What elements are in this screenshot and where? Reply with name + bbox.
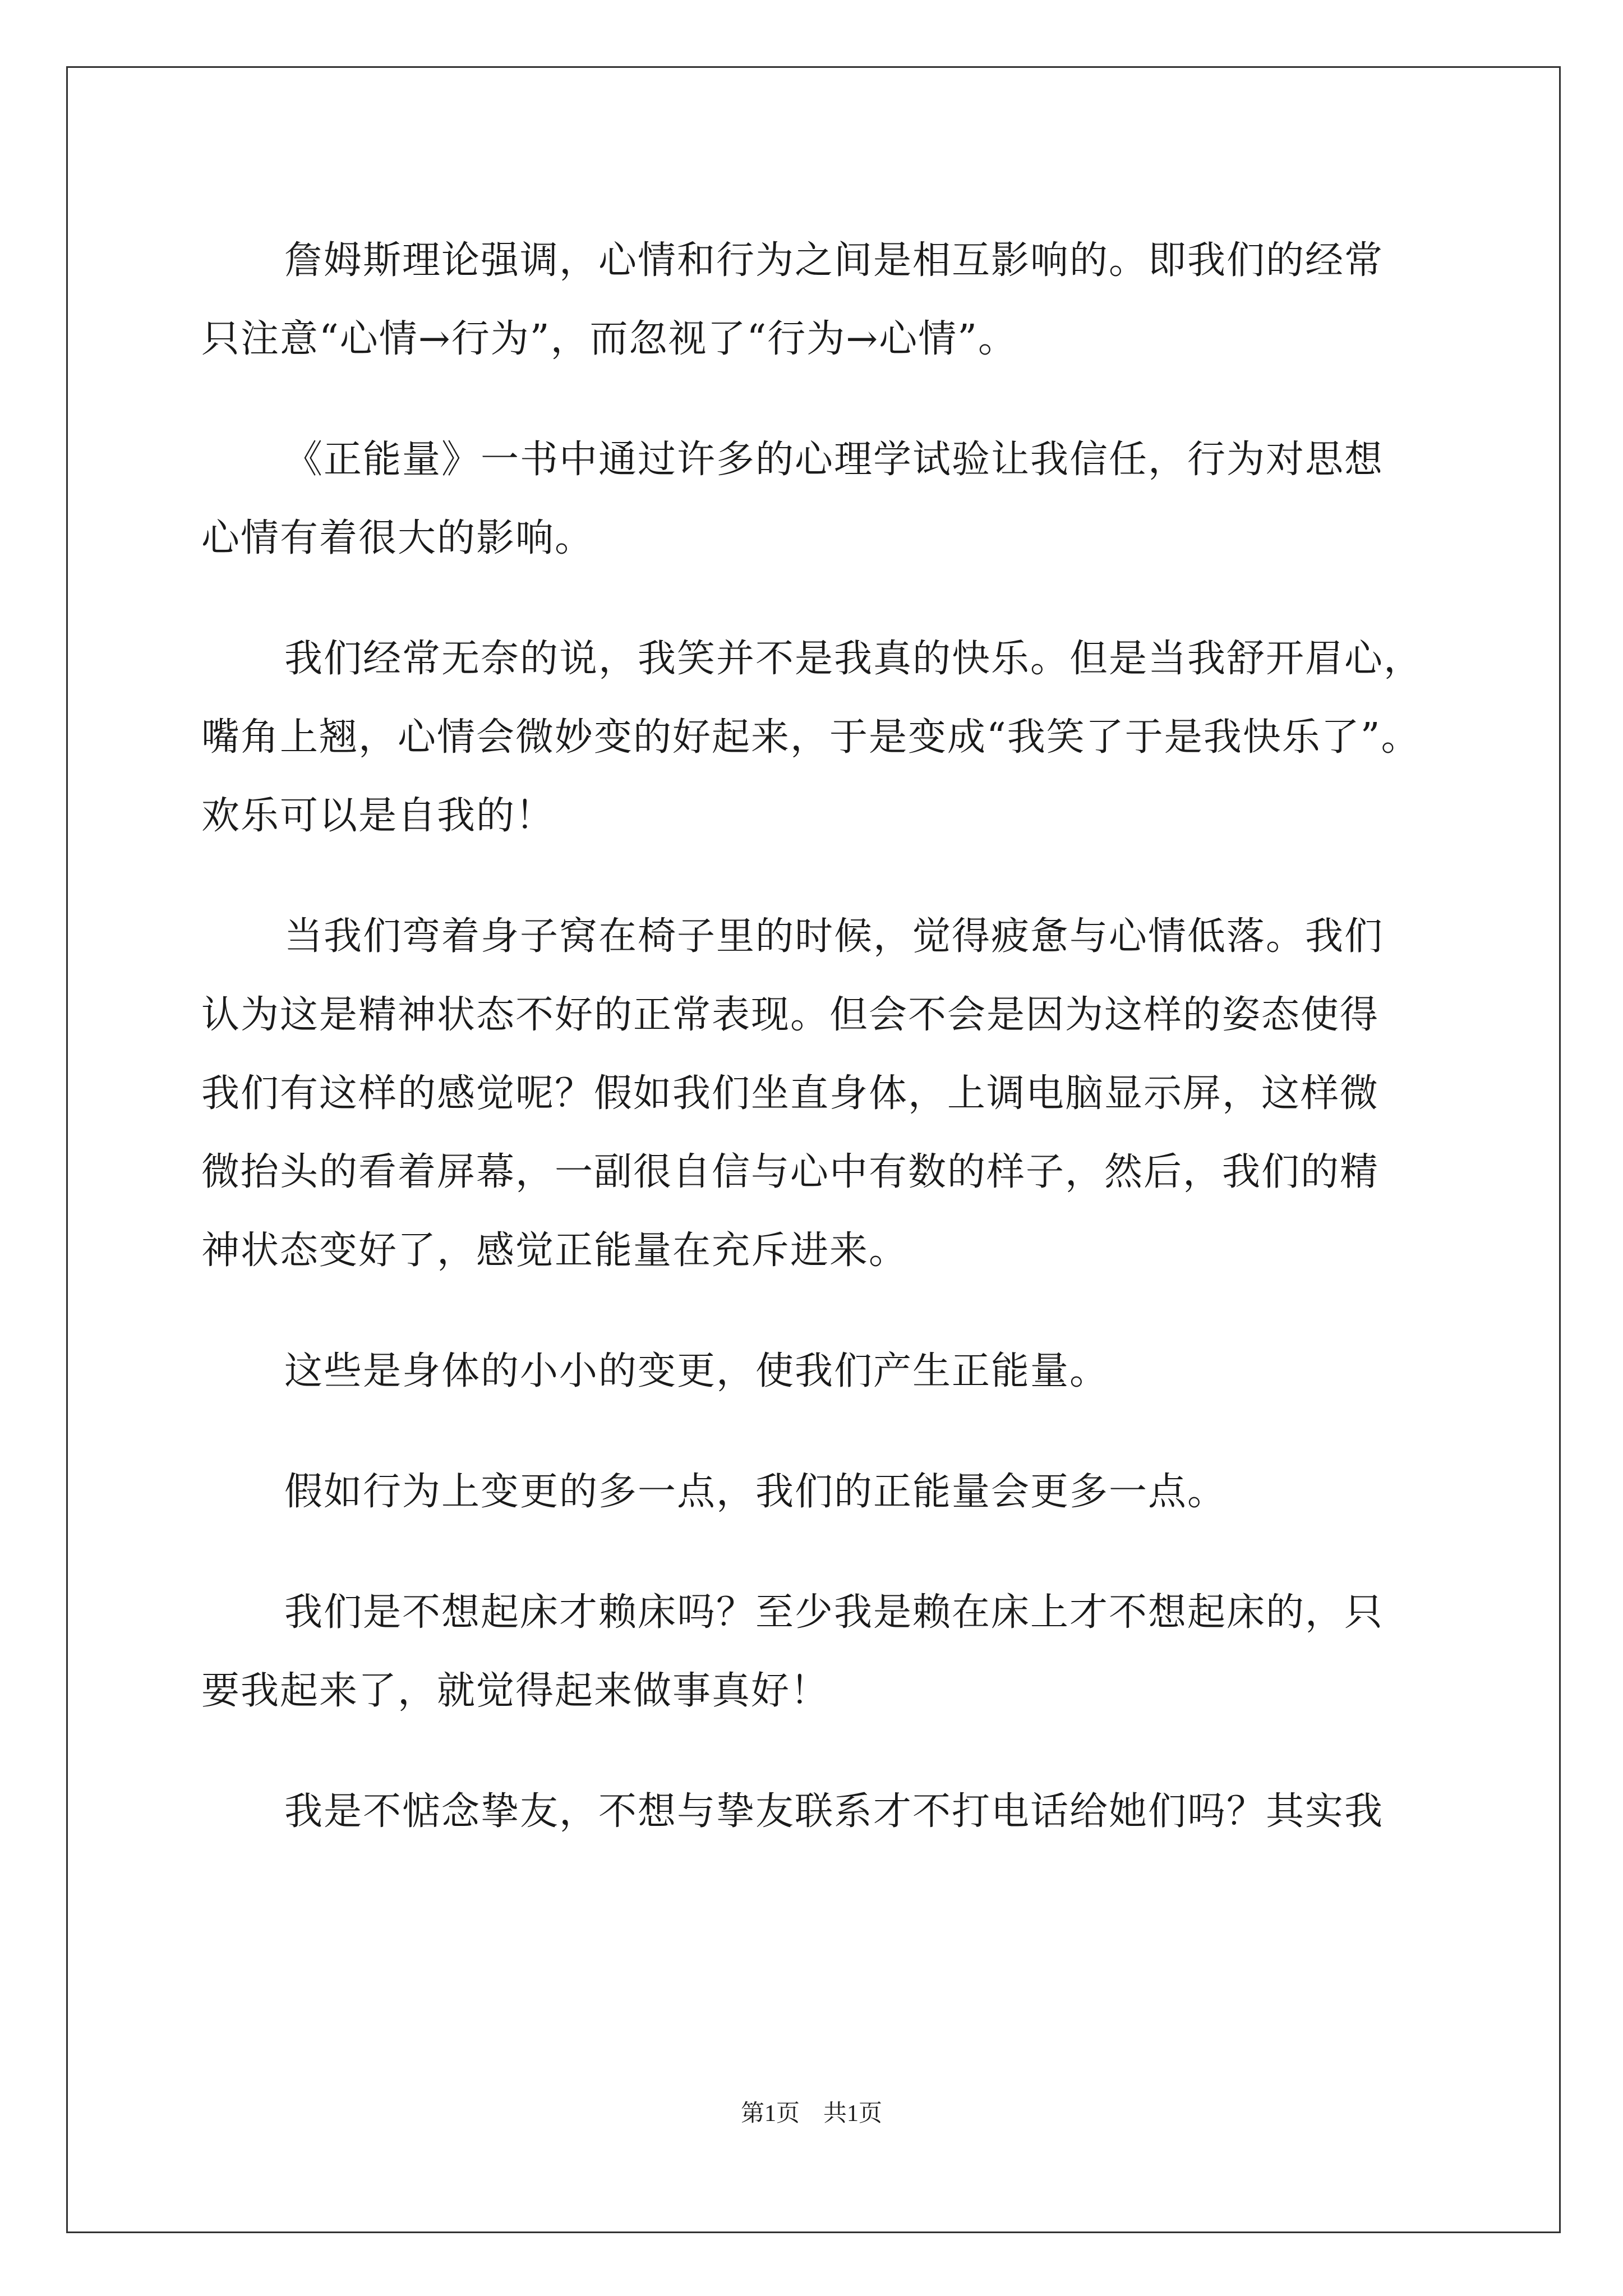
- paragraph-3-line-3: 欢乐可以是自我的！: [201, 794, 555, 838]
- paragraph-3-line-2: 嘴角上翘，心情会微妙变的好起来，于是变成“我笑了于是我快乐了”。: [201, 715, 1421, 760]
- paragraph-4-line-5: 神状态变好了，感觉正能量在充斥进来。: [201, 1228, 909, 1273]
- paragraph-4-line-1: 当我们弯着身子窝在椅子里的时候，觉得疲惫与心情低落。我们: [284, 914, 1384, 959]
- paragraph-3-line-1: 我们经常无奈的说，我笑并不是我真的快乐。但是当我舒开眉心，: [284, 637, 1423, 681]
- paragraph-8-line-1: 我是不惦念挚友，不想与挚友联系才不打电话给她们吗？其实我: [284, 1789, 1384, 1834]
- paragraph-2-line-1: 《正能量》一书中通过许多的心理学试验让我信任，行为对思想: [284, 438, 1384, 482]
- paragraph-7-line-1: 我们是不想起床才赖床吗？至少我是赖在床上才不想起床的，只: [284, 1590, 1384, 1635]
- paragraph-2-line-2: 心情有着很大的影响。: [201, 516, 594, 560]
- paragraph-1-line-1: 詹姆斯理论强调，心情和行为之间是相互影响的。即我们的经常: [284, 238, 1384, 283]
- paragraph-5-line-1: 这些是身体的小小的变更，使我们产生正能量。: [284, 1349, 1109, 1393]
- paragraph-6-line-1: 假如行为上变更的多一点，我们的正能量会更多一点。: [284, 1470, 1227, 1514]
- page-footer: 第1页 共1页: [740, 2101, 882, 2127]
- paragraph-1-line-2: 只注意“心情→行为”，而忽视了“行为→心情”。: [201, 317, 1018, 361]
- paragraph-4-line-3: 我们有这样的感觉呢？假如我们坐直身体，上调电脑显示屏，这样微: [201, 1071, 1380, 1116]
- paragraph-7-line-2: 要我起来了，就觉得起来做事真好！: [201, 1669, 830, 1713]
- paragraph-4-line-4: 微抬头的看着屏幕，一副很自信与心中有数的样子，然后，我们的精: [201, 1150, 1380, 1194]
- paragraph-4-line-2: 认为这是精神状态不好的正常表现。但会不会是因为这样的姿态使得: [201, 993, 1380, 1037]
